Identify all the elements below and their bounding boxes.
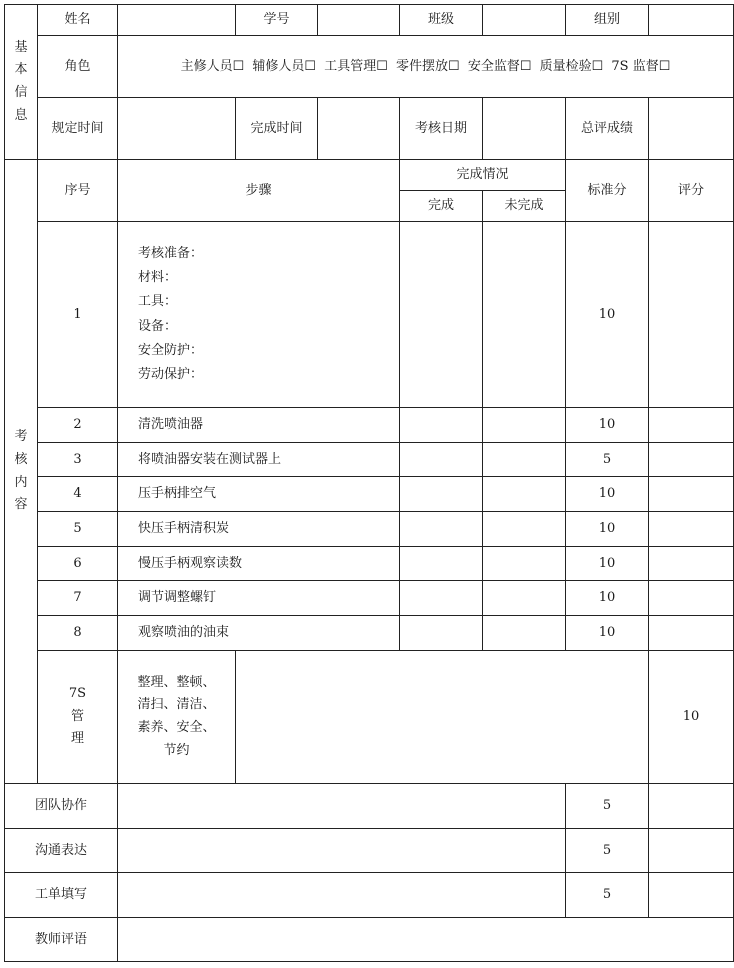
std-score-cell: 5 — [566, 443, 649, 477]
table-row — [5, 443, 734, 477]
step-cell: 将喷油器安装在测试器上 — [118, 443, 400, 477]
finish-time-label: 完成时间 — [236, 98, 318, 160]
planned-time-value-cell[interactable] — [118, 98, 236, 160]
communication-score-cell[interactable] — [649, 829, 734, 873]
seq-cell: 1 — [38, 222, 118, 408]
table-row — [5, 581, 734, 616]
total-score-value-cell[interactable] — [649, 98, 734, 160]
role-option-safety[interactable]: 安全监督☐ — [467, 58, 532, 74]
done-cell[interactable] — [400, 616, 483, 651]
role-option-assist[interactable]: 辅修人员☐ — [252, 58, 317, 74]
completion-header: 完成情况 — [400, 160, 566, 191]
seq-cell: 8 — [38, 616, 118, 651]
content-header-row-1 — [5, 160, 734, 191]
score-cell[interactable] — [649, 512, 734, 547]
management-7s-items-label: 整理、整顿、 清扫、清洁、 素养、安全、 节约 — [118, 651, 236, 784]
not-done-cell[interactable] — [483, 547, 566, 581]
std-score-cell: 10 — [566, 222, 649, 408]
score-cell[interactable] — [649, 547, 734, 581]
done-cell[interactable] — [400, 512, 483, 547]
assessment-form-table — [4, 4, 734, 962]
role-options — [118, 36, 734, 98]
std-score-header: 标准分 — [566, 160, 649, 222]
std-score-cell: 10 — [566, 477, 649, 512]
score-cell[interactable] — [649, 443, 734, 477]
step-cell: 清洗喷油器 — [118, 408, 400, 443]
teamwork-label: 团队协作 — [5, 784, 118, 829]
done-cell[interactable] — [400, 547, 483, 581]
exam-date-label: 考核日期 — [400, 98, 483, 160]
step-cell: 观察喷油的油束 — [118, 616, 400, 651]
management-7s-content-cell[interactable] — [236, 651, 649, 784]
work-order-content-cell[interactable] — [118, 873, 566, 918]
not-done-cell[interactable] — [483, 477, 566, 512]
role-option-tools[interactable]: 工具管理☐ — [324, 58, 388, 74]
std-score-cell: 10 — [566, 581, 649, 616]
class-value-cell[interactable] — [483, 5, 566, 36]
role-option-7s[interactable]: 7S 监督☐ — [611, 58, 671, 74]
role-option-parts[interactable]: 零件摆放☐ — [396, 58, 460, 74]
table-row — [5, 477, 734, 512]
group-label: 组别 — [566, 5, 649, 36]
role-option-quality[interactable]: 质量检验☐ — [539, 58, 604, 74]
score-cell[interactable] — [649, 408, 734, 443]
done-cell[interactable] — [400, 222, 483, 408]
done-header: 完成 — [400, 191, 483, 222]
teacher-comment-label: 教师评语 — [5, 918, 118, 962]
work-order-std-score: 5 — [566, 873, 649, 918]
done-cell[interactable] — [400, 408, 483, 443]
total-score-label: 总评成绩 — [566, 98, 649, 160]
communication-content-cell[interactable] — [118, 829, 566, 873]
done-cell[interactable] — [400, 581, 483, 616]
work-order-label: 工单填写 — [5, 873, 118, 918]
preparation-text: 考核准备： 材料： 工具： 设备： 安全防护： 劳动保护： — [138, 246, 204, 382]
role-label: 角色 — [38, 36, 118, 98]
management-7s-std-score: 10 — [649, 651, 734, 784]
score-header: 评分 — [649, 160, 734, 222]
exam-date-value-cell[interactable] — [483, 98, 566, 160]
communication-label: 沟通表达 — [5, 829, 118, 873]
done-cell[interactable] — [400, 477, 483, 512]
teamwork-content-cell[interactable] — [118, 784, 566, 829]
not-done-cell[interactable] — [483, 408, 566, 443]
std-score-cell: 10 — [566, 547, 649, 581]
not-done-cell[interactable] — [483, 512, 566, 547]
seq-cell: 7 — [38, 581, 118, 616]
student-id-label: 学号 — [236, 5, 318, 36]
table-row — [5, 222, 734, 408]
communication-row — [5, 829, 734, 873]
score-cell[interactable] — [649, 222, 734, 408]
step-cell: 调节调整螺钉 — [118, 581, 400, 616]
communication-std-score: 5 — [566, 829, 649, 873]
class-label: 班级 — [400, 5, 483, 36]
not-done-header: 未完成 — [483, 191, 566, 222]
step-cell: 慢压手柄观察读数 — [118, 547, 400, 581]
seq-cell: 6 — [38, 547, 118, 581]
student-id-value-cell[interactable] — [318, 5, 400, 36]
not-done-cell[interactable] — [483, 581, 566, 616]
work-order-score-cell[interactable] — [649, 873, 734, 918]
name-label: 姓名 — [38, 5, 118, 36]
not-done-cell[interactable] — [483, 443, 566, 477]
not-done-cell[interactable] — [483, 222, 566, 408]
step-cell: 快压手柄清积炭 — [118, 512, 400, 547]
planned-time-label: 规定时间 — [38, 98, 118, 160]
teacher-comment-cell[interactable] — [118, 918, 734, 962]
name-value-cell[interactable] — [118, 5, 236, 36]
role-row — [5, 36, 734, 98]
std-score-cell: 10 — [566, 408, 649, 443]
step-cell: 压手柄排空气 — [118, 477, 400, 512]
teamwork-score-cell[interactable] — [649, 784, 734, 829]
seq-cell: 3 — [38, 443, 118, 477]
management-7s-row — [5, 651, 734, 784]
score-cell[interactable] — [649, 616, 734, 651]
teamwork-std-score: 5 — [566, 784, 649, 829]
table-row — [5, 408, 734, 443]
basic-info-row-3 — [5, 98, 734, 160]
seq-cell: 5 — [38, 512, 118, 547]
basic-info-section-label: 基 本 信 息 — [5, 5, 38, 160]
not-done-cell[interactable] — [483, 616, 566, 651]
finish-time-value-cell[interactable] — [318, 98, 400, 160]
basic-info-row-1 — [5, 5, 734, 36]
seq-header: 序号 — [38, 160, 118, 222]
teacher-comment-row — [5, 918, 734, 962]
table-row — [5, 616, 734, 651]
group-value-cell[interactable] — [649, 5, 734, 36]
std-score-cell: 10 — [566, 616, 649, 651]
management-7s-section-label: 7S 管 理 — [38, 651, 118, 784]
content-section-label: 考 核 内 容 — [5, 160, 38, 784]
score-cell[interactable] — [649, 581, 734, 616]
table-row — [5, 512, 734, 547]
role-option-main[interactable]: 主修人员☐ — [180, 58, 245, 74]
seq-cell: 2 — [38, 408, 118, 443]
score-cell[interactable] — [649, 477, 734, 512]
teamwork-row — [5, 784, 734, 829]
done-cell[interactable] — [400, 443, 483, 477]
seq-cell: 4 — [38, 477, 118, 512]
steps-header: 步骤 — [118, 160, 400, 222]
step-cell — [118, 222, 400, 408]
work-order-row — [5, 873, 734, 918]
std-score-cell: 10 — [566, 512, 649, 547]
table-row — [5, 547, 734, 581]
